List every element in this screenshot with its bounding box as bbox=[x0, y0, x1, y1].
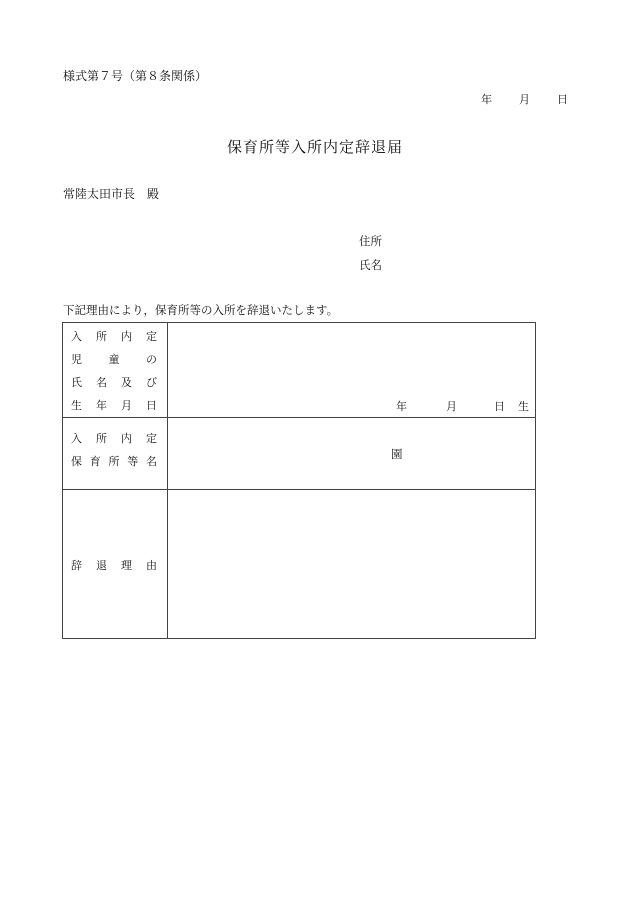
name-label: 氏名 bbox=[359, 258, 382, 272]
addressee: 常陸太田市長 殿 bbox=[63, 187, 160, 201]
address-label: 住所 bbox=[359, 234, 382, 248]
child-value-cell[interactable] bbox=[168, 323, 536, 418]
facility-row bbox=[63, 418, 536, 490]
birthdate-suffix: 年 月 日 生 bbox=[396, 400, 529, 413]
date-year-label: 年 bbox=[481, 93, 492, 106]
label-line: 保 育 所 等 名 bbox=[71, 455, 157, 468]
reason-value-cell[interactable] bbox=[168, 490, 536, 639]
submission-date bbox=[481, 91, 568, 107]
child-label-cell bbox=[63, 323, 168, 418]
facility-label-cell bbox=[63, 418, 168, 490]
label-line: 辞 退 理 由 bbox=[71, 559, 157, 572]
statement: 下記理由により，保育所等の入所を辞退いたします。 bbox=[63, 303, 339, 317]
reason-row bbox=[63, 490, 536, 639]
application-table bbox=[62, 322, 536, 639]
reason-label-cell bbox=[63, 490, 168, 639]
date-month-label: 月 bbox=[519, 93, 530, 106]
document-title: 保育所等入所内定辞退届 bbox=[226, 138, 403, 156]
label-line: 氏 名 及 び bbox=[71, 376, 157, 389]
date-day-label: 日 bbox=[557, 93, 568, 106]
label-line: 入 所 内 定 bbox=[71, 330, 157, 343]
facility-value-cell[interactable] bbox=[168, 418, 536, 490]
label-line: 入 所 内 定 bbox=[71, 432, 157, 445]
facility-suffix: 園 bbox=[391, 447, 403, 461]
form-number: 様式第７号（第８条関係） bbox=[63, 69, 208, 83]
label-line: 児 童 の bbox=[71, 353, 157, 366]
child-row bbox=[63, 323, 536, 418]
label-line: 生 年 月 日 bbox=[71, 399, 157, 412]
